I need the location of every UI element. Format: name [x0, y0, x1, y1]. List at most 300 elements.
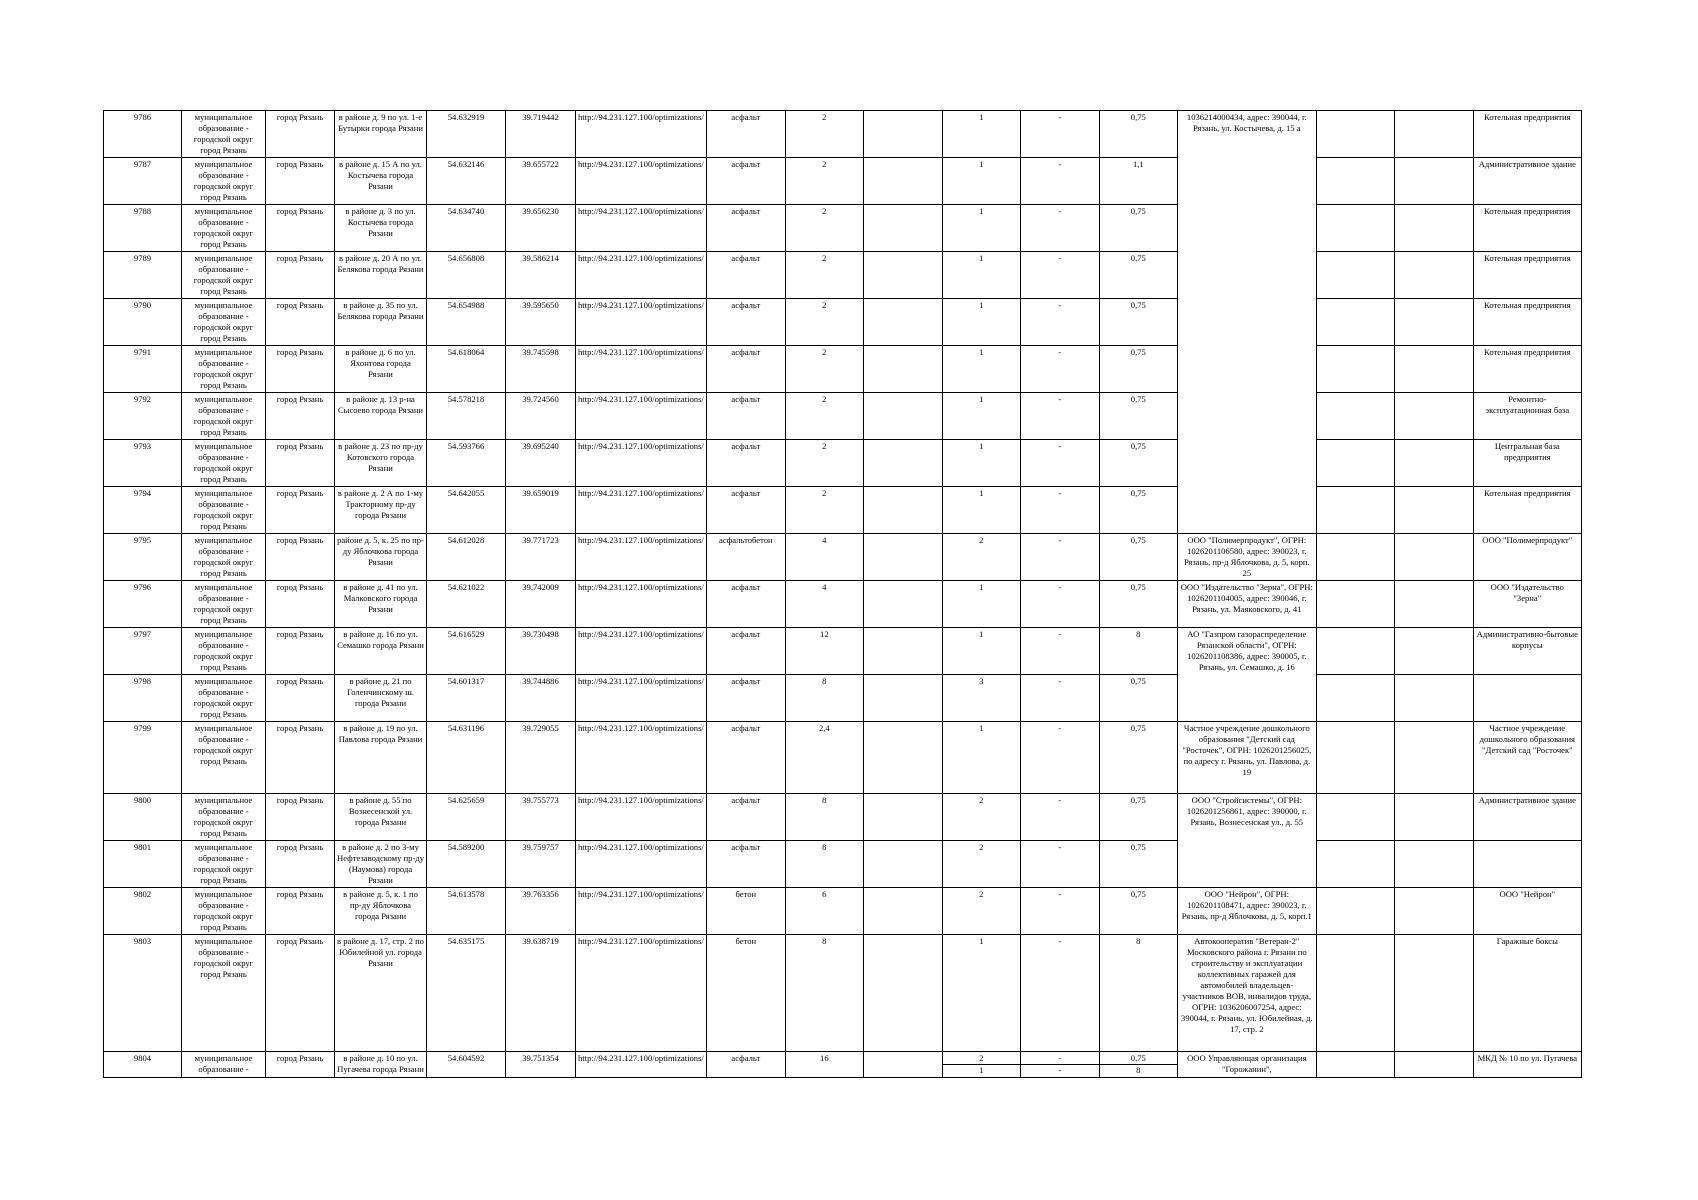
map-url[interactable]: http://94.231.127.100/optimizations/ [576, 393, 707, 440]
map-url[interactable]: http://94.231.127.100/optimizations/ [576, 794, 707, 841]
empty-col-14 [1316, 299, 1394, 346]
longitude: 39.771723 [506, 534, 576, 581]
map-url[interactable]: http://94.231.127.100/optimizations/ [576, 935, 707, 1052]
map-url[interactable]: http://94.231.127.100/optimizations/ [576, 158, 707, 205]
location: в районе д. 5, к. 1 по пр-ду Яблочкова города Рязани [335, 888, 427, 935]
municipality: муниципальное образование - городской округ город Рязань [182, 111, 266, 158]
table-row [104, 440, 1582, 487]
surface-type: асфальт [706, 1052, 785, 1078]
row-number: 9797 [104, 628, 182, 675]
area: 8 [785, 675, 863, 722]
location: в районе д. 13 р-на Сысоево города Рязани [335, 393, 427, 440]
area: 2 [785, 158, 863, 205]
area: 8 [785, 794, 863, 841]
area: 2 [785, 111, 863, 158]
dash-col: - [1020, 487, 1099, 534]
row-number: 9788 [104, 205, 182, 252]
container-count: 1 [942, 440, 1020, 487]
map-url[interactable]: http://94.231.127.100/optimizations/ [576, 841, 707, 888]
longitude: 39.724560 [506, 393, 576, 440]
owner-info [1177, 252, 1316, 299]
container-volume: 0,75 [1099, 722, 1177, 794]
map-url[interactable]: http://94.231.127.100/optimizations/ [576, 205, 707, 252]
city: город Рязань [266, 111, 335, 158]
table-row [104, 675, 1582, 722]
dash-col: - [1020, 841, 1099, 888]
empty-col-14 [1316, 440, 1394, 487]
waste-source: ООО "Нейрон" [1473, 888, 1581, 935]
owner-info: ООО "Стройсистемы", ОГРН: 1026201256861, адрес: 390000, г. Рязань, Вознесенская ул., д. 55 [1177, 794, 1316, 841]
owner-info: 1036214000434, адрес: 390044, г. Рязань, ул. Костычева, д. 15 а [1177, 111, 1316, 158]
map-url[interactable]: http://94.231.127.100/optimizations/ [576, 440, 707, 487]
area: 16 [785, 1052, 863, 1078]
empty-col-14 [1316, 675, 1394, 722]
owner-info: Частное учреждение дошкольного образования "Детский сад "Росточек", ОГРН: 1026201256025, по адресу г. Рязань, ул. Павлова, д. 19 [1177, 722, 1316, 794]
empty-col-15 [1394, 487, 1473, 534]
dash-col: - [1020, 299, 1099, 346]
container-volume: 0,75 [1099, 581, 1177, 628]
area: 8 [785, 935, 863, 1052]
empty-col-8 [863, 346, 942, 393]
city: город Рязань [266, 534, 335, 581]
longitude: 39.730498 [506, 628, 576, 675]
latitude: 54.642055 [427, 487, 506, 534]
empty-col-14 [1316, 111, 1394, 158]
municipality: муниципальное образование - городской округ город Рязань [182, 299, 266, 346]
waste-source: Ремонтно-эксплуатационная база [1473, 393, 1581, 440]
container-count: 3 [942, 675, 1020, 722]
owner-info: ООО "Полимерпродукт", ОГРН: 1026201106580, адрес: 390023, г. Рязань, пр-д Яблочкова, д. 5, корп. 25 [1177, 534, 1316, 581]
table-row [104, 158, 1582, 205]
empty-col-15 [1394, 841, 1473, 888]
owner-info: Автокооператив "Ветеран-2" Московского района г. Рязани по строительству и эксплуатации коллективных гаражей для автомобилей владельцев-участников ВОВ, инвалидов труда, ОГРН: 1036206007254, адрес: 390044, г. Рязань, ул. Юбилейная, д. 17, стр. 2 [1177, 935, 1316, 1052]
empty-col-15 [1394, 581, 1473, 628]
waste-source: ООО "Полимерпродукт" [1473, 534, 1581, 581]
municipality: муниципальное образование - городской округ город Рязань [182, 794, 266, 841]
latitude: 54.604592 [427, 1052, 506, 1078]
owner-info: ООО "Нейрон", ОГРН: 1026201108471, адрес: 390023, г. Рязань, пр-д Яблочкова, д. 5, корп.1 [1177, 888, 1316, 935]
empty-col-14 [1316, 794, 1394, 841]
map-url[interactable]: http://94.231.127.100/optimizations/ [576, 299, 707, 346]
container-count: 1 [942, 111, 1020, 158]
city: город Рязань [266, 393, 335, 440]
table-row [104, 888, 1582, 935]
row-number: 9787 [104, 158, 182, 205]
container-volume: 0,75 [1099, 888, 1177, 935]
empty-col-8 [863, 393, 942, 440]
empty-col-14 [1316, 581, 1394, 628]
table-row [104, 205, 1582, 252]
dash-col: - [1020, 158, 1099, 205]
row-number: 9795 [104, 534, 182, 581]
location: в районе д. 3 по ул. Костычева города Рязани [335, 205, 427, 252]
city: город Рязань [266, 722, 335, 794]
area: 12 [785, 628, 863, 675]
table-row [104, 111, 1582, 158]
map-url[interactable]: http://94.231.127.100/optimizations/ [576, 111, 707, 158]
area: 2,4 [785, 722, 863, 794]
empty-col-15 [1394, 299, 1473, 346]
dash-col: - [1020, 675, 1099, 722]
municipality: муниципальное образование - городской округ город Рязань [182, 841, 266, 888]
empty-col-15 [1394, 1052, 1473, 1078]
latitude: 54.613578 [427, 888, 506, 935]
location: в районе д. 9 по ул. 1-е Бутырки города Рязани [335, 111, 427, 158]
table-row [104, 1052, 1582, 1078]
empty-col-8 [863, 888, 942, 935]
table-row [104, 252, 1582, 299]
longitude: 39.586214 [506, 252, 576, 299]
area: 6 [785, 888, 863, 935]
table-row [104, 841, 1582, 888]
map-url[interactable]: http://94.231.127.100/optimizations/ [576, 888, 707, 935]
owner-info [1177, 346, 1316, 393]
empty-col-8 [863, 581, 942, 628]
dash-col-a: - [1021, 1053, 1099, 1065]
row-number: 9793 [104, 440, 182, 487]
empty-col-14 [1316, 534, 1394, 581]
container-volume: 0,75 [1099, 675, 1177, 722]
container-count: 1 [942, 205, 1020, 252]
empty-col-14 [1316, 935, 1394, 1052]
dash-col: - [1020, 205, 1099, 252]
owner-info [1177, 299, 1316, 346]
city: город Рязань [266, 440, 335, 487]
empty-col-15 [1394, 205, 1473, 252]
dash-col: - [1020, 440, 1099, 487]
longitude: 39.759757 [506, 841, 576, 888]
latitude: 54.632146 [427, 158, 506, 205]
municipality: муниципальное образование - городской округ город Рязань [182, 205, 266, 252]
waste-source: Административное здание [1473, 794, 1581, 841]
empty-col-15 [1394, 111, 1473, 158]
municipality: муниципальное образование - городской округ город Рязань [182, 935, 266, 1052]
empty-col-15 [1394, 675, 1473, 722]
container-volume: 0,75 [1099, 252, 1177, 299]
waste-source: Котельная предприятия [1473, 252, 1581, 299]
latitude: 54.589200 [427, 841, 506, 888]
city: город Рязань [266, 581, 335, 628]
surface-type: бетон [706, 888, 785, 935]
municipality: муниципальное образование - городской округ город Рязань [182, 487, 266, 534]
location: в районе д. 19 по ул. Павлова города Рязани [335, 722, 427, 794]
area: 2 [785, 205, 863, 252]
location: в районе д. 6 по ул. Яхонтова города Рязани [335, 346, 427, 393]
longitude: 39.595650 [506, 299, 576, 346]
dash-col-b: - [1058, 1065, 1062, 1075]
longitude: 39.763356 [506, 888, 576, 935]
container-count: 2 [942, 841, 1020, 888]
container-count-a: 2 [943, 1053, 1020, 1065]
map-url[interactable]: http://94.231.127.100/optimizations/ [576, 722, 707, 794]
surface-type: асфальтобетон [706, 534, 785, 581]
empty-col-8 [863, 628, 942, 675]
table-row [104, 299, 1582, 346]
owner-info [1177, 440, 1316, 487]
table-row [104, 346, 1582, 393]
dash-col: - [1020, 888, 1099, 935]
longitude: 39.742009 [506, 581, 576, 628]
surface-type: асфальт [706, 675, 785, 722]
empty-col-15 [1394, 534, 1473, 581]
longitude: 39.729055 [506, 722, 576, 794]
container-count: 1 [942, 487, 1020, 534]
area: 4 [785, 534, 863, 581]
latitude: 54.601317 [427, 675, 506, 722]
empty-col-14 [1316, 346, 1394, 393]
dash-col: - [1020, 722, 1099, 794]
owner-info [1177, 487, 1316, 534]
municipality: муниципальное образование - городской округ город Рязань [182, 158, 266, 205]
empty-col-14 [1316, 628, 1394, 675]
owner-info [1177, 393, 1316, 440]
location: в районе д. 21 по Голенчинскому ш. города Рязани [335, 675, 427, 722]
surface-type: асфальт [706, 440, 785, 487]
waste-source: Котельная предприятия [1473, 487, 1581, 534]
map-url[interactable]: http://94.231.127.100/optimizations/ [576, 534, 707, 581]
latitude: 54.634740 [427, 205, 506, 252]
city: город Рязань [266, 1052, 335, 1078]
container-volume: 0,75 [1099, 487, 1177, 534]
waste-source: Центральная база предприятия [1473, 440, 1581, 487]
row-number: 9802 [104, 888, 182, 935]
empty-col-14 [1316, 487, 1394, 534]
latitude: 54.618064 [427, 346, 506, 393]
municipality: муниципальное образование - городской округ город Рязань [182, 675, 266, 722]
dash-col: - [1020, 935, 1099, 1052]
empty-col-8 [863, 205, 942, 252]
municipality: муниципальное образование - городской округ город Рязань [182, 393, 266, 440]
area: 4 [785, 581, 863, 628]
longitude: 39.719442 [506, 111, 576, 158]
table-row [104, 794, 1582, 841]
latitude: 54.656808 [427, 252, 506, 299]
container-count: 2 [942, 534, 1020, 581]
waste-source: Котельная предприятия [1473, 205, 1581, 252]
area: 8 [785, 841, 863, 888]
dash-col: - [1020, 628, 1099, 675]
map-url[interactable]: http://94.231.127.100/optimizations/ [576, 581, 707, 628]
container-volume: 8 [1099, 628, 1177, 675]
empty-col-15 [1394, 158, 1473, 205]
city: город Рязань [266, 158, 335, 205]
location: в районе д. 2 по 3-му Нефтезаводскому пр-ду (Наумова) города Рязани [335, 841, 427, 888]
city: город Рязань [266, 841, 335, 888]
longitude: 39.656230 [506, 205, 576, 252]
city: город Рязань [266, 487, 335, 534]
empty-col-8 [863, 111, 942, 158]
owner-info [1177, 841, 1316, 888]
owner-info [1177, 205, 1316, 252]
empty-col-8 [863, 675, 942, 722]
area: 2 [785, 252, 863, 299]
waste-source: ООО "Издательство "Зерна" [1473, 581, 1581, 628]
latitude: 54.593766 [427, 440, 506, 487]
row-number: 9789 [104, 252, 182, 299]
row-number: 9801 [104, 841, 182, 888]
dash-col [1020, 1052, 1099, 1078]
empty-col-15 [1394, 935, 1473, 1052]
owner-info: ООО "Издательство "Зерна", ОГРН: 1026201104005, адрес: 390046, г. Рязань, ул. Маяковского, д. 41 [1177, 581, 1316, 628]
waste-source: Котельная предприятия [1473, 111, 1581, 158]
container-volume: 0,75 [1099, 111, 1177, 158]
empty-col-8 [863, 722, 942, 794]
container-count: 2 [942, 888, 1020, 935]
area: 2 [785, 346, 863, 393]
city: город Рязань [266, 628, 335, 675]
table-row [104, 534, 1582, 581]
map-url[interactable]: http://94.231.127.100/optimizations/ [576, 346, 707, 393]
city: город Рязань [266, 675, 335, 722]
surface-type: асфальт [706, 841, 785, 888]
dash-col: - [1020, 252, 1099, 299]
city: город Рязань [266, 935, 335, 1052]
empty-col-15 [1394, 440, 1473, 487]
municipality: муниципальное образование - городской округ город Рязань [182, 888, 266, 935]
container-volume: 0,75 [1099, 534, 1177, 581]
surface-type: асфальт [706, 794, 785, 841]
municipality: муниципальное образование - городской округ город Рязань [182, 534, 266, 581]
location: в районе д. 2 А по 1-му Тракторному пр-ду города Рязани [335, 487, 427, 534]
surface-type: асфальт [706, 252, 785, 299]
table-row [104, 722, 1582, 794]
latitude: 54.578218 [427, 393, 506, 440]
location: в районе д. 41 по ул. Малковского города Рязани [335, 581, 427, 628]
container-count: 1 [942, 393, 1020, 440]
latitude: 54.621022 [427, 581, 506, 628]
waste-source [1473, 675, 1581, 722]
row-number: 9799 [104, 722, 182, 794]
empty-col-8 [863, 841, 942, 888]
waste-source: Котельная предприятия [1473, 299, 1581, 346]
city: город Рязань [266, 888, 335, 935]
map-url[interactable]: http://94.231.127.100/optimizations/ [576, 628, 707, 675]
row-number: 9800 [104, 794, 182, 841]
container-volume [1099, 1052, 1177, 1078]
container-count: 1 [942, 628, 1020, 675]
row-number: 9804 [104, 1052, 182, 1078]
row-number: 9792 [104, 393, 182, 440]
empty-col-14 [1316, 722, 1394, 794]
waste-source [1473, 841, 1581, 888]
map-url[interactable]: http://94.231.127.100/optimizations/ [576, 252, 707, 299]
empty-col-15 [1394, 628, 1473, 675]
waste-source: Административно-бытовые корпусы [1473, 628, 1581, 675]
container-count: 1 [942, 935, 1020, 1052]
empty-col-8 [863, 252, 942, 299]
owner-info: ООО Управляющая организация "Горожанин", [1177, 1052, 1316, 1078]
location: в районе д. 17, стр. 2 по Юбилейной ул. города Рязани [335, 935, 427, 1052]
surface-type: асфальт [706, 581, 785, 628]
location: в районе д. 16 по ул. Семашко города Рязани [335, 628, 427, 675]
map-url[interactable]: http://94.231.127.100/optimizations/ [576, 1052, 707, 1078]
container-volume: 0,75 [1099, 393, 1177, 440]
area: 2 [785, 393, 863, 440]
row-number: 9791 [104, 346, 182, 393]
location: в районе д. 10 по ул. Пугачева города Рязани [335, 1052, 427, 1078]
row-number: 9796 [104, 581, 182, 628]
municipality: муниципальное образование - [182, 1052, 266, 1078]
container-volume-a: 0,75 [1100, 1053, 1177, 1065]
waste-source: Административное здание [1473, 158, 1581, 205]
area: 2 [785, 440, 863, 487]
empty-col-14 [1316, 888, 1394, 935]
empty-col-14 [1316, 205, 1394, 252]
surface-type: асфальт [706, 628, 785, 675]
surface-type: асфальт [706, 722, 785, 794]
container-volume: 0,75 [1099, 841, 1177, 888]
container-volume-b: 8 [1136, 1065, 1141, 1075]
empty-col-8 [863, 487, 942, 534]
container-volume: 8 [1099, 935, 1177, 1052]
longitude: 39.744886 [506, 675, 576, 722]
city: город Рязань [266, 252, 335, 299]
container-count: 1 [942, 158, 1020, 205]
municipality: муниципальное образование - городской округ город Рязань [182, 440, 266, 487]
municipality: муниципальное образование - городской округ город Рязань [182, 722, 266, 794]
empty-col-15 [1394, 252, 1473, 299]
city: город Рязань [266, 299, 335, 346]
waste-source: Гаражные боксы [1473, 935, 1581, 1052]
surface-type: асфальт [706, 487, 785, 534]
longitude: 39.755773 [506, 794, 576, 841]
longitude: 39.695240 [506, 440, 576, 487]
surface-type: асфальт [706, 205, 785, 252]
surface-type: асфальт [706, 158, 785, 205]
container-volume: 0,75 [1099, 794, 1177, 841]
area: 2 [785, 487, 863, 534]
surface-type: асфальт [706, 346, 785, 393]
area: 2 [785, 299, 863, 346]
row-number: 9790 [104, 299, 182, 346]
empty-col-15 [1394, 888, 1473, 935]
container-count: 1 [942, 299, 1020, 346]
city: город Рязань [266, 205, 335, 252]
table-row [104, 393, 1582, 440]
empty-col-8 [863, 440, 942, 487]
map-url[interactable]: http://94.231.127.100/optimizations/ [576, 487, 707, 534]
location: в районе д. 15 А по ул. Костычева города Рязани [335, 158, 427, 205]
container-count: 2 [942, 794, 1020, 841]
municipality: муниципальное образование - городской округ город Рязань [182, 628, 266, 675]
dash-col: - [1020, 346, 1099, 393]
container-count-b: 1 [979, 1065, 984, 1075]
longitude: 39.751354 [506, 1052, 576, 1078]
empty-col-14 [1316, 393, 1394, 440]
latitude: 54.612028 [427, 534, 506, 581]
empty-col-14 [1316, 1052, 1394, 1078]
dash-col: - [1020, 581, 1099, 628]
empty-col-8 [863, 534, 942, 581]
municipality: муниципальное образование - городской округ город Рязань [182, 346, 266, 393]
latitude: 54.616529 [427, 628, 506, 675]
empty-col-8 [863, 299, 942, 346]
empty-col-8 [863, 1052, 942, 1078]
surface-type: бетон [706, 935, 785, 1052]
container-count: 1 [942, 346, 1020, 393]
surface-type: асфальт [706, 299, 785, 346]
owner-info [1177, 675, 1316, 722]
waste-source: Частное учреждение дошкольного образования "Детский сад "Росточек" [1473, 722, 1581, 794]
waste-source: Котельная предприятия [1473, 346, 1581, 393]
container-count: 1 [942, 722, 1020, 794]
latitude: 54.632919 [427, 111, 506, 158]
container-volume: 0,75 [1099, 299, 1177, 346]
dash-col: - [1020, 111, 1099, 158]
map-url[interactable]: http://94.231.127.100/optimizations/ [576, 675, 707, 722]
row-number: 9798 [104, 675, 182, 722]
dash-col: - [1020, 534, 1099, 581]
